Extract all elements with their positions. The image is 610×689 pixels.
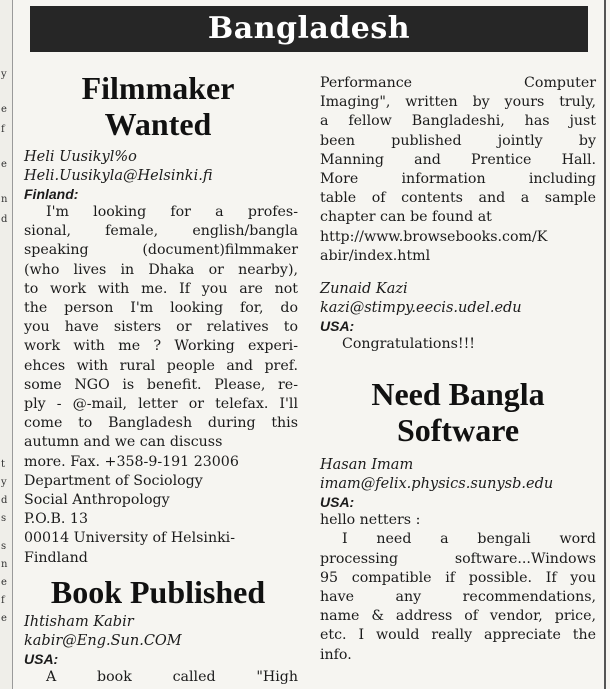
margin-letter: e xyxy=(1,104,7,115)
margin-letter: f xyxy=(1,595,5,606)
body-line: etc. I would really appreciate the xyxy=(320,627,596,644)
reply-body xyxy=(320,335,596,354)
body-line: 00014 University of Helsinki- xyxy=(24,530,236,547)
body-line: ehces with rural people and pref. xyxy=(24,357,298,374)
body-line: ply - @-mail, letter or telefax. I'll xyxy=(24,396,298,413)
body-line: abir/index.html xyxy=(320,247,431,264)
margin-letter: y xyxy=(1,69,7,80)
body-line: 95 compatible if possible. If you xyxy=(320,569,596,586)
margin-letter: s xyxy=(1,513,7,524)
body-line: http://www.browsebooks.com/K xyxy=(320,228,548,245)
author-name: Zunaid Kazi xyxy=(320,281,408,298)
section-banner: Bangladesh xyxy=(30,6,588,52)
body-line: (who lives in Dhaka or nearby), xyxy=(24,261,298,278)
headline-line: Need Bangla xyxy=(371,376,545,413)
body-line: to work with me. If you are not xyxy=(24,280,298,297)
body-line: table of contents and a sample xyxy=(320,190,596,207)
author-name: Ihtisham Kabir xyxy=(24,613,134,630)
headline-line: Filmmaker xyxy=(81,70,235,106)
margin-letter: y xyxy=(1,477,7,488)
body-line: been published jointly by xyxy=(320,132,596,149)
body-line: speaking (document)filmmaker xyxy=(24,242,298,259)
body-line: have any recommendations, xyxy=(320,589,596,606)
body-line: Social Anthropology xyxy=(24,492,170,509)
article-body-book-continued xyxy=(320,74,596,266)
author-name: Heli Uusikyl%o xyxy=(24,149,137,165)
margin-letter: f xyxy=(1,124,5,135)
body-line: Performance Computer xyxy=(320,75,596,91)
body-line: come to Bangladesh during this xyxy=(24,415,298,432)
article-headline-filmmaker xyxy=(18,70,298,142)
body-line: P.O.B. 13 xyxy=(24,511,88,528)
right-column xyxy=(320,74,596,665)
margin-letter: d xyxy=(1,495,8,506)
margin-letter: e xyxy=(1,159,7,170)
margin-letter: d xyxy=(1,214,8,225)
margin-letter: n xyxy=(1,194,8,205)
body-line: I'm looking for a profes- xyxy=(46,204,298,220)
body-line: sional, female, english/bangla xyxy=(24,223,298,240)
author-name: Hasan Imam xyxy=(320,457,414,474)
author-country: USA: xyxy=(24,650,59,667)
body-line: More information including xyxy=(320,171,596,188)
author-country: Finland: xyxy=(24,186,79,202)
body-line: I need a bengali word xyxy=(342,531,596,548)
margin-letter: s xyxy=(1,541,7,552)
body-line: autumn and we can discuss xyxy=(24,434,223,451)
column-rule xyxy=(604,0,606,689)
margin-letter: t xyxy=(1,459,6,470)
left-column xyxy=(18,70,298,687)
body-line: processing software...Windows xyxy=(320,550,596,567)
body-line: name & address of vendor, price, xyxy=(320,608,596,625)
margin-letter: e xyxy=(1,577,7,588)
margin-letter: e xyxy=(1,613,7,624)
adjacent-column-fragment xyxy=(0,0,13,689)
headline-line: Software xyxy=(396,412,520,449)
body-line: you have sisters or relatives to xyxy=(24,319,298,336)
body-line: Department of Sociology xyxy=(24,472,203,489)
article-body-software xyxy=(320,511,596,665)
author-email: kabir@Eng.Sun.COM xyxy=(24,632,182,649)
article-body-book xyxy=(24,668,298,687)
body-line: Findland xyxy=(24,549,88,566)
author-email: Heli.Uusikyla@Helsinki.fi xyxy=(24,168,213,184)
body-line: work with me ? Working experi- xyxy=(24,338,298,355)
margin-letter: n xyxy=(1,559,8,570)
body-line: A book called "High xyxy=(46,668,298,685)
body-line: Imaging", written by yours truly, xyxy=(320,94,596,111)
author-country: USA: xyxy=(320,318,355,335)
headline-line: Wanted xyxy=(104,106,212,142)
article-body-filmmaker xyxy=(24,203,298,568)
body-line: a fellow Bangladeshi, has just xyxy=(320,113,596,130)
body-line: some NGO is benefit. Please, re- xyxy=(24,376,298,393)
body-line: the person I'm looking for, do xyxy=(24,300,298,317)
author-email: kazi@stimpy.eecis.udel.edu xyxy=(320,300,522,317)
author-email: imam@felix.physics.sunysb.edu xyxy=(320,476,554,493)
article-headline-book: Book Published xyxy=(50,573,266,610)
body-line: more. Fax. +358-9-191 23006 xyxy=(24,453,239,470)
body-line: hello netters : xyxy=(320,512,421,529)
body-line: Congratulations!!! xyxy=(342,336,475,353)
body-line: info. xyxy=(320,646,352,663)
body-line: Manning and Prentice Hall. xyxy=(320,151,596,168)
author-country: USA: xyxy=(320,494,355,511)
article-headline-software xyxy=(320,376,596,448)
body-line: chapter can be found at xyxy=(320,209,492,226)
